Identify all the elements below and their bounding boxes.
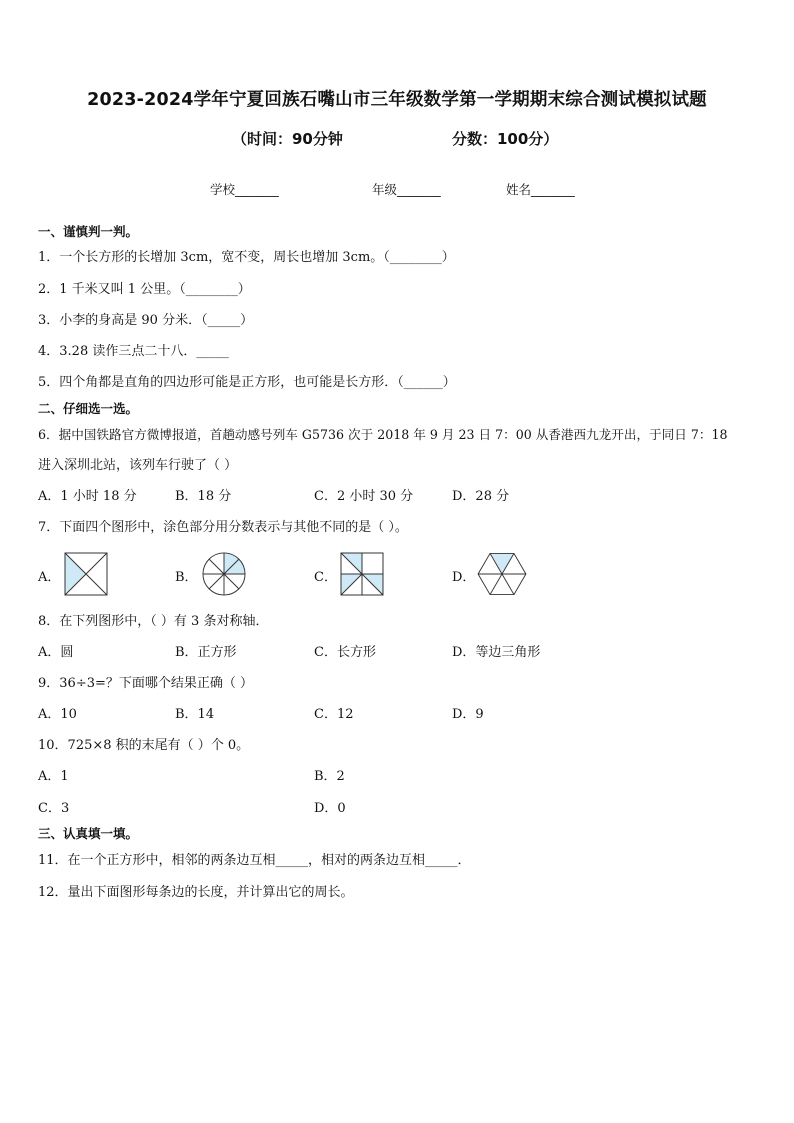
question-8-option-d: D．等边三角形 (452, 645, 541, 660)
question-8: 8．在下列图形中，（ ）有 3 条对称轴． (38, 614, 269, 629)
question-9-option-a: A．10 (38, 707, 77, 722)
question-10: 10．725×8 积的末尾有（ ）个 0。 (38, 738, 250, 753)
question-1: 1．一个长方形的长增加 3cm，宽不变，周长也增加 3cm。（________） (38, 250, 455, 265)
question-5: 5．四个角都是直角的四边形可能是正方形，也可能是长方形．（______） (38, 375, 456, 390)
page-title: 2023-2024学年宁夏回族石嘴山市三年级数学第一学期期末综合测试模拟试题 (87, 90, 707, 110)
question-6-option-a: A．1 小时 18 分 (38, 489, 137, 504)
exam-time: （时间：90分钟 (232, 130, 343, 148)
question-9-option-c: C．12 (314, 707, 354, 722)
question-11: 11．在一个正方形中，相邻的两条边互相_____，相对的两条边互相_____． (38, 853, 471, 868)
question-10-option-d: D．0 (314, 801, 346, 816)
question-6-line-1: 6．据中国铁路官方微博报道，首趟动感号列车 G5736 次于 2018 年 9 月 23 日 7：00 从香港西九龙开出，于同日 7：18 (38, 427, 728, 442)
question-2: 2．1 千米又叫 1 公里。（________） (38, 282, 251, 297)
question-3: 3．小李的身高是 90 分米．（_____） (38, 313, 254, 328)
exam-score: 分数：100分） (452, 130, 559, 148)
school-field: 学校_______ (210, 182, 279, 197)
question-6-option-c: C．2 小时 30 分 (314, 489, 414, 504)
question-7-label-a: A． (38, 570, 61, 585)
grade-field: 年级_______ (372, 182, 441, 197)
question-9-option-d: D．9 (452, 707, 484, 722)
name-field: 姓名_______ (506, 182, 575, 197)
square-quarters-figure (340, 552, 384, 596)
question-8-option-a: A．圆 (38, 645, 74, 660)
question-6-line-2: 进入深圳北站，该列车行驶了（ ） (38, 458, 238, 473)
question-6-option-b: B．18 分 (175, 489, 232, 504)
question-4: 4．3.28 读作三点二十八．_____ (38, 344, 229, 359)
square-diagonals-figure (64, 552, 108, 596)
question-10-option-c: C．3 (38, 801, 70, 816)
question-8-option-c: C．长方形 (314, 645, 376, 660)
question-7-label-b: B． (175, 570, 198, 585)
circle-eighths-figure (201, 552, 247, 596)
question-9: 9．36÷3=？下面哪个结果正确（ ） (38, 676, 254, 691)
question-7-label-c: C． (314, 570, 337, 585)
hexagon-sixths-figure (476, 552, 528, 596)
question-7-label-d: D． (452, 570, 476, 585)
question-6-option-d: D．28 分 (452, 489, 510, 504)
section-2-heading: 二、仔细选一选。 (38, 401, 139, 416)
question-7: 7．下面四个图形中，涂色部分用分数表示与其他不同的是（ ）。 (38, 520, 408, 535)
section-3-heading: 三、认真填一填。 (38, 826, 139, 841)
section-1-heading: 一、谨慎判一判。 (38, 224, 139, 239)
question-12: 12．量出下面图形每条边的长度，并计算出它的周长。 (38, 885, 354, 900)
question-10-option-b: B．2 (314, 769, 345, 784)
question-9-option-b: B．14 (175, 707, 215, 722)
question-8-option-b: B．正方形 (175, 645, 237, 660)
question-10-option-a: A．1 (38, 769, 69, 784)
